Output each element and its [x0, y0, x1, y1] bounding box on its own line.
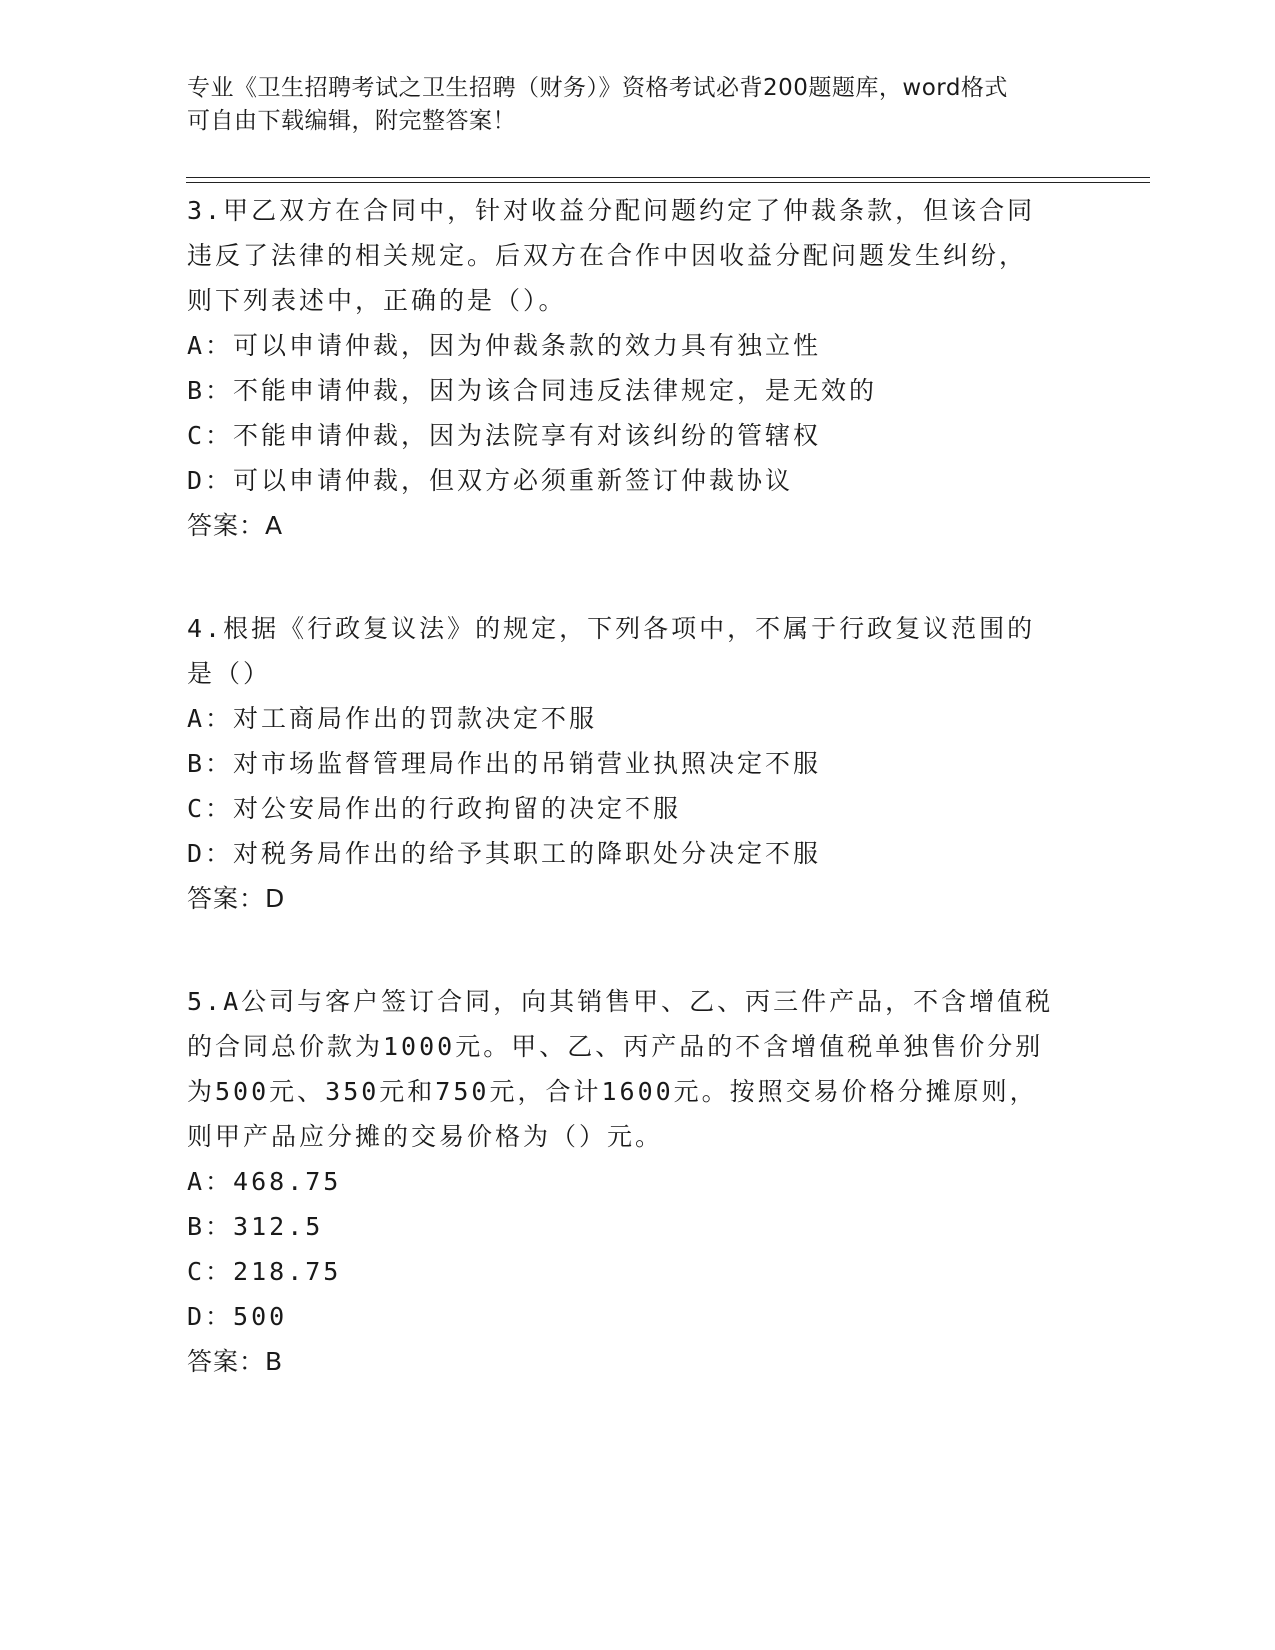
document-header: [187, 72, 1087, 138]
option-c: C：218.75: [187, 1257, 342, 1286]
question-stem-line: 3.甲乙双方在合同中，针对收益分配问题约定了仲裁条款，但该合同: [187, 196, 1036, 225]
question-5: [187, 979, 1107, 1384]
question-stem-line: 为500元、350元和750元，合计1600元。按照交易价格分摊原则，: [187, 1077, 1038, 1106]
option-d: D：对税务局作出的给予其职工的降职处分决定不服: [187, 839, 822, 868]
answer-line: 答案：D: [187, 884, 286, 913]
question-spacer: [187, 548, 1107, 606]
question-stem-line: 是（）: [187, 659, 272, 688]
option-c: C：对公安局作出的行政拘留的决定不服: [187, 794, 682, 823]
question-stem-line: 5.A公司与客户签订合同，向其销售甲、乙、丙三件产品，不含增值税: [187, 987, 1054, 1016]
option-a: A：可以申请仲裁，因为仲裁条款的效力具有独立性: [187, 331, 822, 360]
question-list: [187, 188, 1107, 1384]
header-line-2: 可自由下载编辑，附完整答案！: [187, 108, 516, 134]
question-stem-line: 的合同总价款为1000元。甲、乙、丙产品的不含增值税单独售价分别: [187, 1032, 1044, 1061]
option-a: A：468.75: [187, 1167, 342, 1196]
header-divider-top: [186, 177, 1150, 178]
header-line-1: 专业《卫生招聘考试之卫生招聘（财务）》资格考试必背200题题库，word格式: [187, 75, 1008, 101]
option-b: B：对市场监督管理局作出的吊销营业执照决定不服: [187, 749, 822, 778]
answer-line: 答案：A: [187, 511, 284, 540]
question-3: [187, 188, 1107, 548]
question-spacer: [187, 921, 1107, 979]
option-b: B：不能申请仲裁，因为该合同违反法律规定，是无效的: [187, 376, 878, 405]
answer-line: 答案：B: [187, 1347, 284, 1376]
question-stem-line: 4.根据《行政复议法》的规定，下列各项中，不属于行政复议范围的: [187, 614, 1036, 643]
option-c: C：不能申请仲裁，因为法院享有对该纠纷的管辖权: [187, 421, 822, 450]
header-divider-bottom: [186, 182, 1150, 183]
question-stem-line: 则下列表述中，正确的是（）。: [187, 286, 567, 315]
option-d: D：可以申请仲裁，但双方必须重新签订仲裁协议: [187, 466, 794, 495]
question-4: [187, 606, 1107, 921]
option-d: D：500: [187, 1302, 288, 1331]
question-stem-line: 违反了法律的相关规定。后双方在合作中因收益分配问题发生纠纷，: [187, 241, 1028, 270]
option-a: A：对工商局作出的罚款决定不服: [187, 704, 598, 733]
question-stem-line: 则甲产品应分摊的交易价格为（）元。: [187, 1122, 664, 1151]
option-b: B：312.5: [187, 1212, 324, 1241]
